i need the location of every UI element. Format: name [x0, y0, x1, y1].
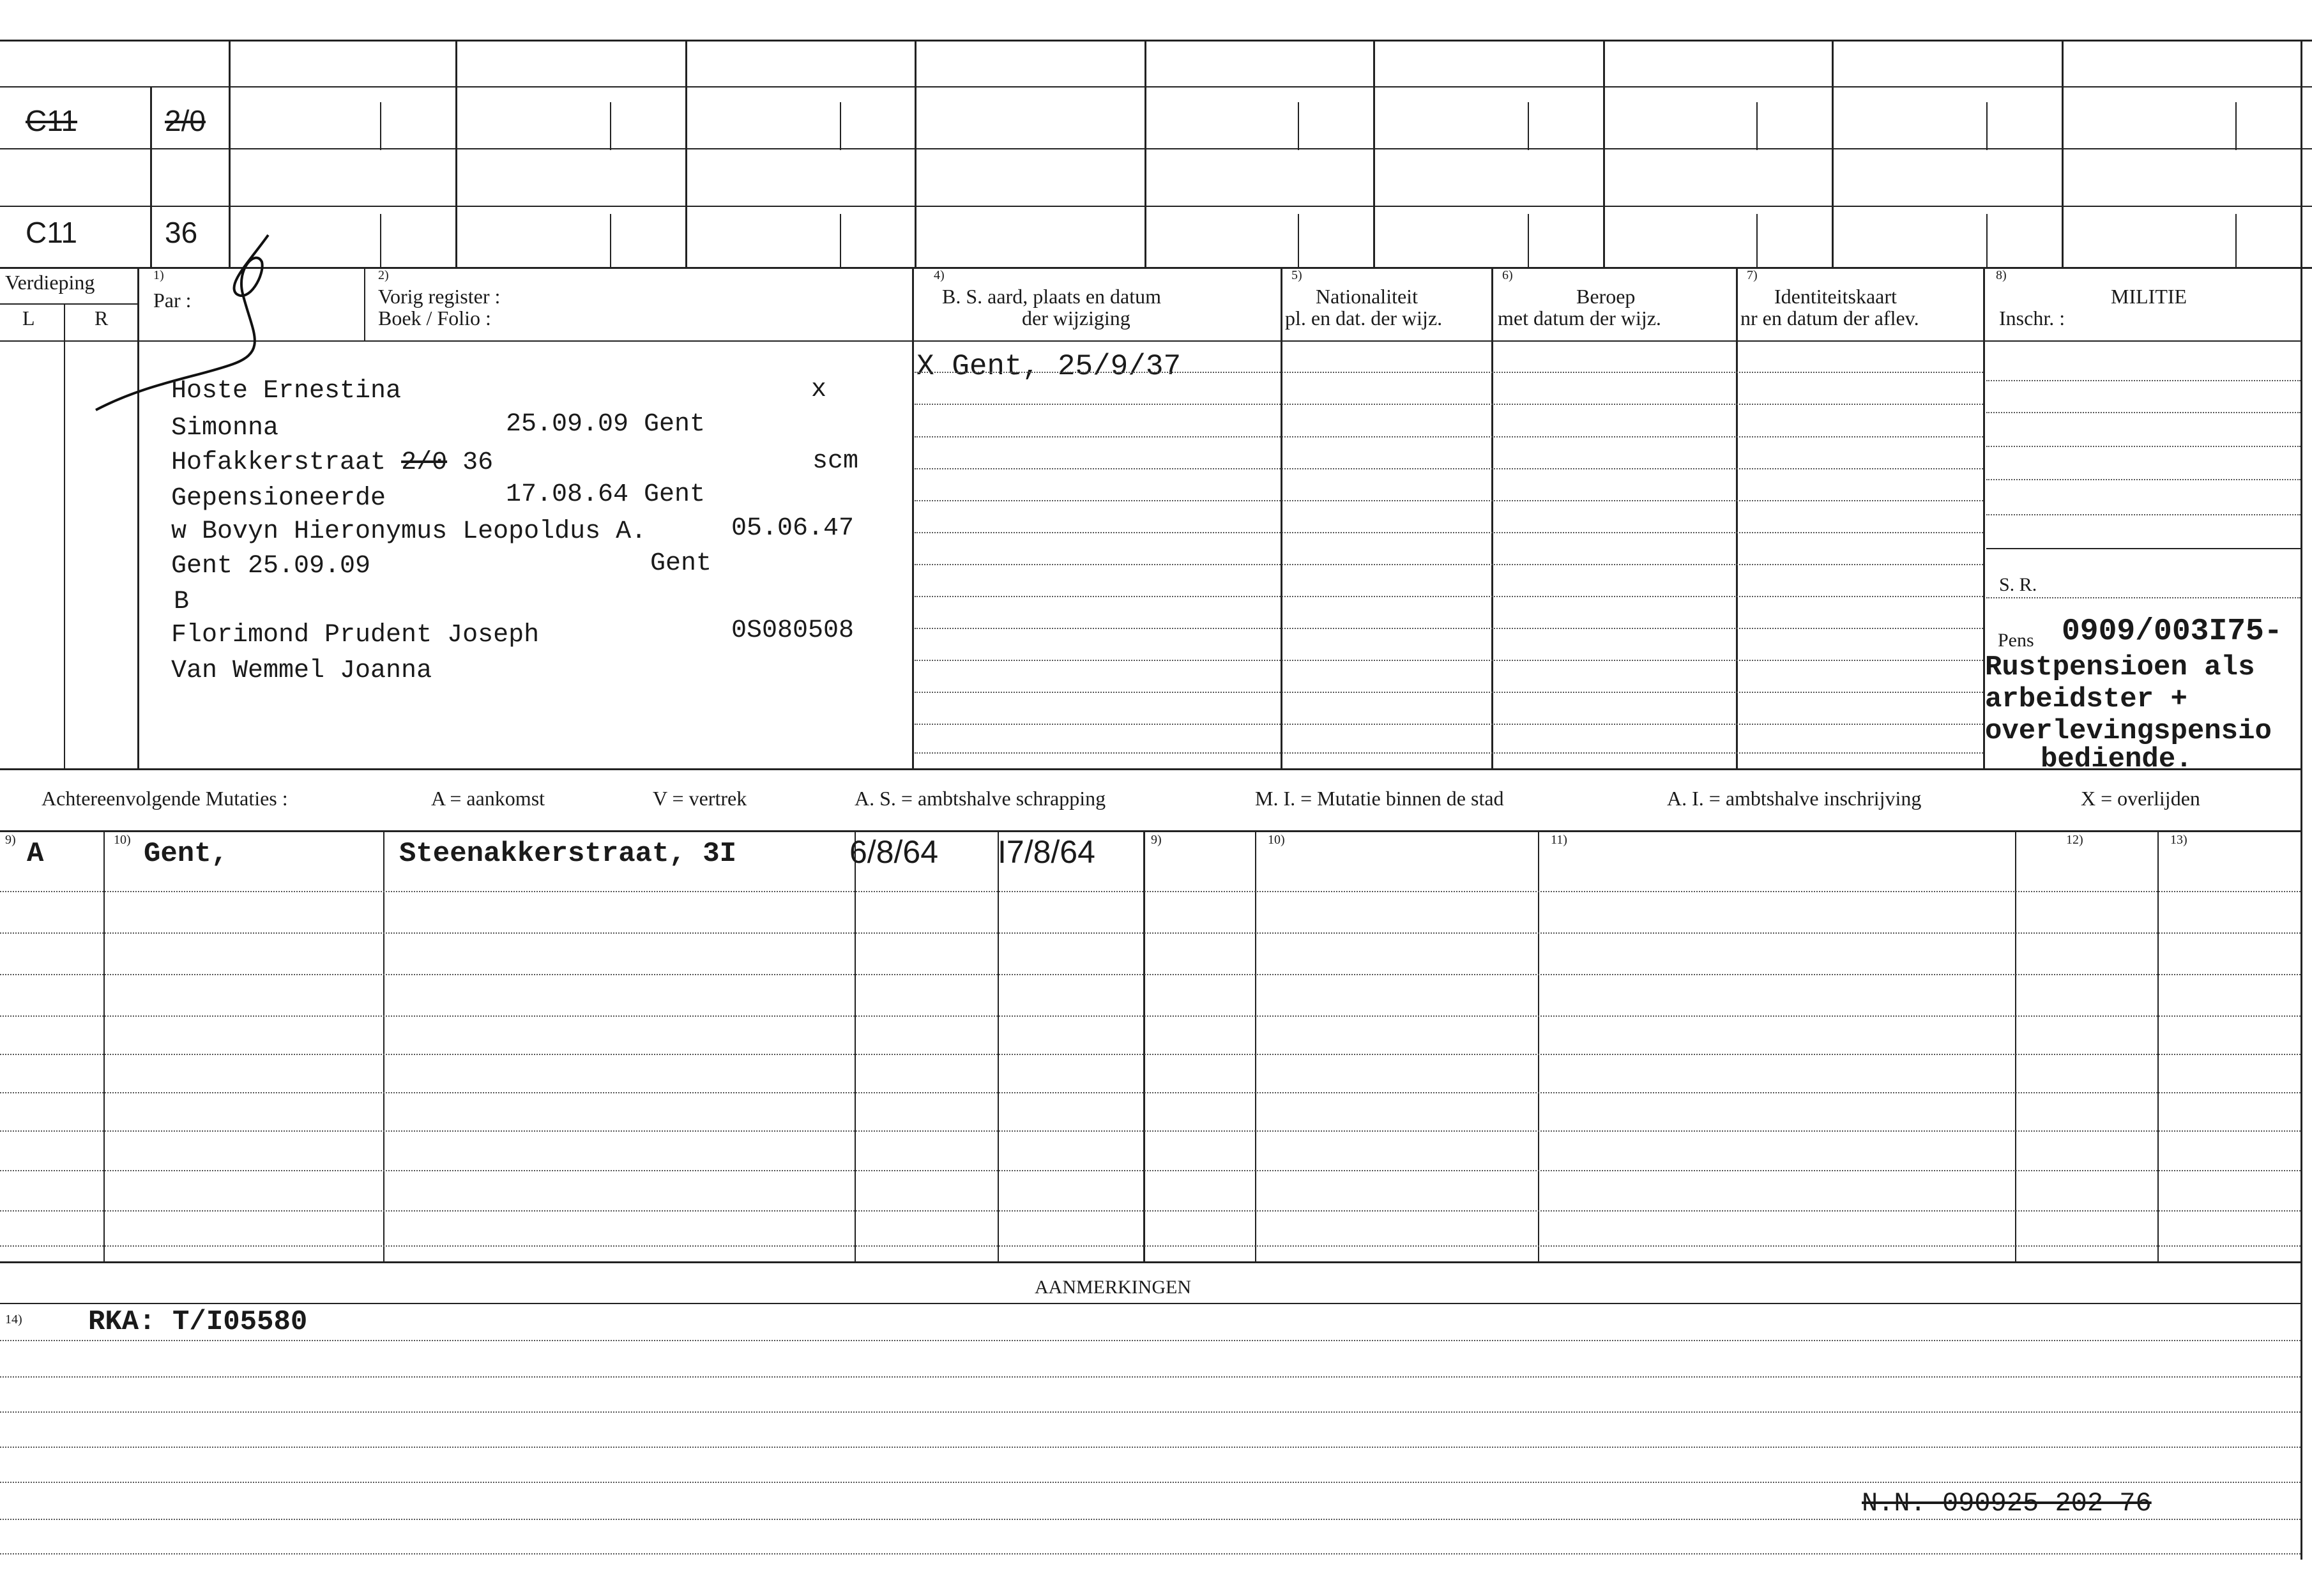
pension-line4: bediende.: [2041, 743, 2193, 775]
ruled-line: [0, 1411, 2301, 1413]
ruled-line: [915, 724, 1983, 725]
militie-label: MILITIE: [2111, 285, 2187, 308]
header-bottom-rule: [0, 340, 2301, 342]
id-header-line2: nr en datum der aflev.: [1740, 307, 1919, 330]
grid-line: [1528, 214, 1529, 267]
footnote-13: 13): [2170, 833, 2187, 847]
ruled-line: [0, 1092, 2301, 1093]
ruled-line: [0, 1376, 2301, 1378]
ruled-line: [915, 752, 1983, 754]
ruled-line: [0, 1210, 2301, 1212]
nat-header-line2: pl. en dat. der wijz.: [1285, 307, 1443, 330]
footnote-2: 2): [378, 268, 389, 282]
grid-line: [1145, 40, 1146, 267]
grid-line: [380, 102, 381, 150]
grid-line: [1281, 267, 1282, 768]
grid-line: [1756, 214, 1758, 267]
grid-line: [610, 214, 611, 267]
ruled-line: [0, 932, 2301, 934]
grid-line: [1986, 214, 1988, 267]
grid-line: [2062, 40, 2064, 267]
pension-number: 0909/003I75-: [2062, 614, 2283, 649]
bs-entry: X Gent, 25/9/37: [916, 350, 1182, 383]
ruled-line: [915, 564, 1983, 565]
grid-line: [685, 40, 687, 267]
grid-line: [840, 214, 841, 267]
mutation-type: A: [27, 838, 44, 870]
ruled-line: [915, 692, 1983, 693]
ruled-line: [0, 1245, 2301, 1247]
legend-a: A = aankomst: [431, 787, 545, 810]
grid-line: [380, 214, 381, 267]
top-row-rule: [0, 86, 2312, 87]
ruled-line: [1986, 514, 2301, 515]
ruled-line: [1986, 479, 2301, 480]
nat-header-line1: Nationaliteit: [1316, 285, 1418, 308]
grid-line: [912, 267, 914, 768]
person-occupation: Gepensioneerde: [171, 484, 386, 513]
person-mother: Van Wemmel Joanna: [171, 657, 432, 685]
grid-line: [1255, 830, 1256, 1261]
person-scm: scm: [812, 447, 859, 476]
footnote-8: 8): [1996, 268, 2007, 282]
footnote-6: 6): [1502, 268, 1513, 282]
top-row-rule: [0, 206, 2312, 207]
body-bottom-rule: [0, 768, 2301, 770]
footnote-12: 12): [2066, 833, 2083, 847]
ruled-line: [1986, 412, 2301, 413]
pens-label: Pens: [1998, 630, 2034, 651]
pension-line3: overlevingspensio: [1985, 715, 2272, 747]
bs-header-line2: der wijziging: [1022, 307, 1130, 330]
vorig-register-label: Vorig register :: [378, 285, 501, 308]
person-firstname: Simonna: [171, 414, 279, 443]
ruled-line: [915, 372, 1983, 373]
ruled-line: [915, 596, 1983, 597]
remarks-rka: RKA: T/I05580: [88, 1306, 308, 1338]
grid-line: [1736, 267, 1738, 768]
person-occupation-date: 17.08.64 Gent: [506, 480, 706, 509]
ruled-line: [0, 1553, 2301, 1554]
ruled-line: [0, 1130, 2301, 1132]
ruled-line: [0, 1170, 2301, 1171]
legend-mi: M. I. = Mutatie binnen de stad: [1255, 787, 1504, 810]
grid-line: [998, 830, 999, 1261]
grid-line: [2157, 830, 2159, 1261]
ruled-line: [915, 404, 1983, 405]
top-number-current: 36: [165, 216, 198, 249]
footnote-1: 1): [153, 268, 164, 282]
verdieping-label: Verdieping: [5, 271, 95, 294]
top-code-old: C11: [26, 104, 77, 137]
grid-line: [1298, 102, 1299, 150]
legend-x: X = overlijden: [2081, 787, 2200, 810]
grid-line: [1538, 830, 1539, 1261]
footnote-10: 10): [114, 833, 131, 847]
grid-line: [455, 40, 457, 267]
grid-line: [383, 830, 384, 1261]
ruled-line: [915, 532, 1983, 533]
legend-as: A. S. = ambtshalve schrapping: [855, 787, 1106, 810]
grid-line: [2235, 214, 2237, 267]
ruled-line: [0, 891, 2301, 892]
grid-line: [64, 303, 65, 768]
ruled-line: [915, 628, 1983, 629]
grid-line: [1491, 267, 1493, 768]
person-spouse: w Bovyn Hieronymus Leopoldus A.: [171, 517, 647, 546]
beroep-header-line2: met datum der wijz.: [1498, 307, 1661, 330]
person-father: Florimond Prudent Joseph: [171, 621, 540, 650]
par-label: Par :: [153, 289, 192, 312]
person-street: Hofakkerstraat 2/0 36: [171, 448, 494, 477]
top-number-old: 2/0: [165, 104, 206, 137]
l-label: L: [22, 307, 35, 330]
grid-line: [1986, 102, 1988, 150]
ruled-line: [0, 1054, 2301, 1055]
grid-line: [855, 830, 856, 1261]
ruled-line: [0, 1482, 2301, 1483]
person-marriage: Gent 25.09.09: [171, 552, 371, 581]
legend-v: V = vertrek: [653, 787, 747, 810]
grid-line: [1528, 102, 1529, 150]
footnote-9: 9): [5, 833, 16, 847]
ruled-line: [0, 974, 2301, 975]
legend-title: Achtereenvolgende Mutaties :: [42, 787, 288, 810]
grid-line: [840, 102, 841, 150]
grid-line: [610, 102, 611, 150]
ruled-line: [915, 436, 1983, 437]
top-code-current: C11: [26, 216, 77, 249]
footnote-10b: 10): [1268, 833, 1285, 847]
person-marriage-place: Gent: [650, 549, 712, 578]
ruled-line: [1986, 446, 2301, 447]
top-row-rule: [0, 148, 2312, 149]
grid-line: [1756, 102, 1758, 150]
ruled-line: [915, 660, 1983, 661]
ruled-line: [1986, 548, 2301, 549]
remarks-title: AANMERKINGEN: [1035, 1277, 1191, 1298]
remarks-nn: N.N. 090925 202 76: [1862, 1488, 2152, 1519]
ruled-line: [1986, 597, 2301, 598]
person-surname: Hoste Ernestina: [171, 377, 402, 406]
inschr-label: Inschr. :: [1999, 307, 2065, 330]
grid-line: [2301, 40, 2302, 1560]
header-top-rule: [0, 267, 2312, 269]
ruled-line: [1986, 380, 2301, 381]
person-spouse-date: 05.06.47: [731, 514, 855, 543]
beroep-header-line1: Beroep: [1576, 285, 1636, 308]
ruled-line: [915, 500, 1983, 501]
footnote-5: 5): [1291, 268, 1302, 282]
grid-line: [2015, 830, 2016, 1261]
mutation-city: Gent,: [144, 838, 229, 870]
mutation-date1: 6/8/64: [849, 834, 939, 870]
remarks-rule: [0, 1303, 2301, 1304]
ruled-line: [915, 468, 1983, 469]
person-mark-x: x: [811, 376, 827, 404]
pension-line2: arbeidster +: [1985, 683, 2187, 715]
mutations-top-rule: [0, 830, 2301, 832]
ruled-line: [0, 1447, 2301, 1448]
boek-folio-label: Boek / Folio :: [378, 307, 491, 330]
footnote-9b: 9): [1151, 833, 1162, 847]
ruled-line: [0, 1340, 2301, 1341]
grid-line: [1143, 830, 1145, 1261]
grid-line: [915, 40, 916, 267]
grid-line: [1603, 40, 1605, 267]
mutation-date2: I7/8/64: [998, 834, 1095, 870]
footnote-7: 7): [1747, 268, 1758, 282]
ruled-line: [0, 1015, 2301, 1017]
bs-header-line1: B. S. aard, plaats en datum: [942, 285, 1162, 308]
grid-line: [1373, 40, 1375, 267]
grid-line: [364, 267, 365, 342]
ruled-line: [0, 1519, 2301, 1520]
grid-line: [1832, 40, 1834, 267]
r-label: R: [95, 307, 109, 330]
mutation-address: Steenakkerstraat, 3I: [399, 838, 737, 870]
top-rule: [0, 40, 2312, 42]
mutations-bottom-rule: [0, 1261, 2301, 1263]
sr-label: S. R.: [1999, 574, 2037, 595]
grid-line: [1298, 214, 1299, 267]
footnote-11: 11): [1551, 833, 1567, 847]
legend-ai: A. I. = ambtshalve inschrijving: [1667, 787, 1922, 810]
footnote-4: 4): [934, 268, 945, 282]
grid-line: [2235, 102, 2237, 150]
person-birth: 25.09.09 Gent: [506, 410, 706, 439]
pension-line1: Rustpensioen als: [1985, 651, 2255, 683]
person-national-number: 0S080508: [731, 616, 855, 645]
footnote-14: 14): [5, 1312, 22, 1326]
person-b: B: [174, 588, 190, 616]
grid-line: [103, 830, 105, 1261]
id-header-line1: Identiteitskaart: [1774, 285, 1897, 308]
